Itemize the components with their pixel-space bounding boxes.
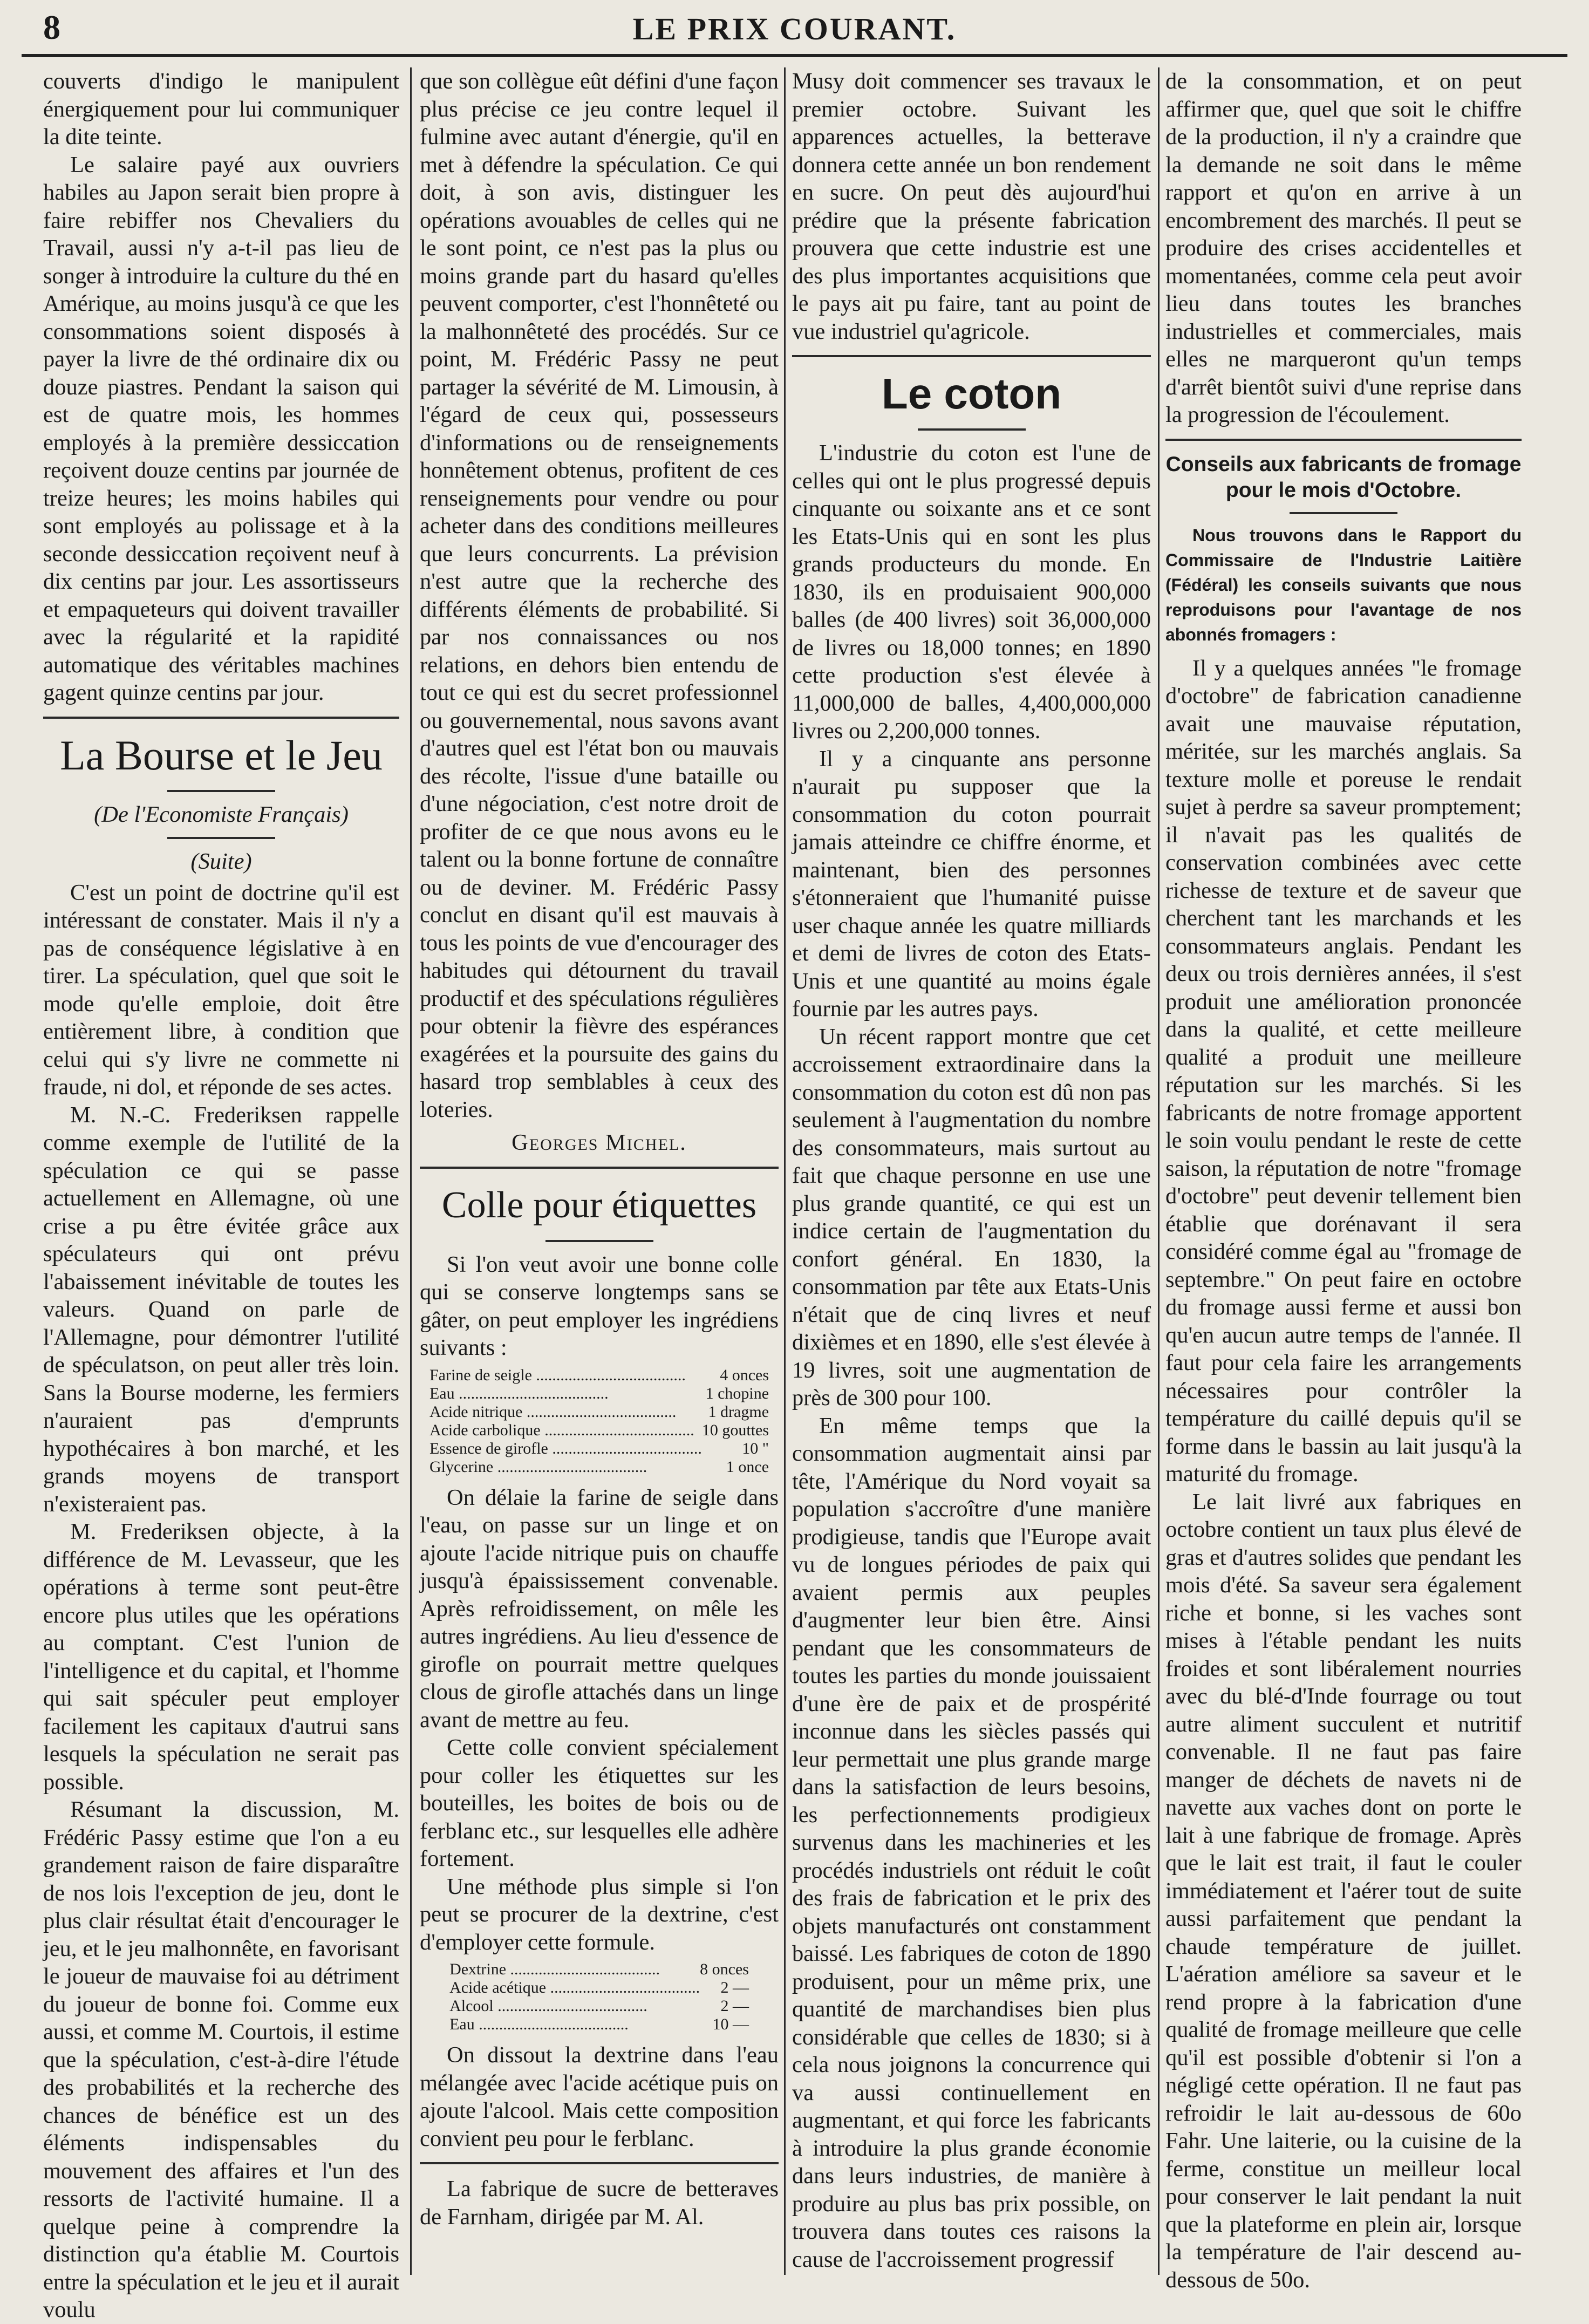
paragraph: La fabrique de sucre de betteraves de Farnham, dirigée par M. Al. [420,2176,779,2230]
table-row [429,1385,769,1403]
paragraph: En même temps que la consommation augmentait ainsi par tête, l'Amérique du Nord voyait sa population s'accroître d'une manière prodigieuse, tandis que l'Europe avait vu de longues périodes de paix qui avaient permis aux peuples d'augmenter leur bien être. Ainsi pendant que les consommateurs de toutes les parties du monde jouissaient d'une ère de paix et de prospérité inconnue dans les siècles passés qui leur permettait une plus grande marge dans la satisfaction de leurs besoins, les perfectionnements prodigieux survenus dans les machineries et les procédés industriels ont réduit le coût des frais de fabrication et le prix des objets manufacturés ont constamment baissé. Les fabriques de coton de 1890 produisent, pour un même prix, une quantité de marchandises bien plus considérable que celles de 1830; si à cela nous joignons la concurrence qui va aussi continuellement en augmentant, et qui force les fabricants à introduire la plus grande économie dans leurs industries, de manière à produire au plus bas prix possible, on trouvera dans toutes ces raisons la cause de l'accroissement progressif [792,1413,1151,2272]
article-title-conseils: Conseils aux fabricants de fromage pour le mois d'Octobre. [1165,452,1522,502]
paragraph: M. N.-C. Frederiksen rappelle comme exemple de l'utilité de la spéculation ce qui se passe actuellement en Allemagne, où une crise a pu être évitée grâce aux spéculateurs qui ont prévu l'abaissement inévitable de toutes les valeurs. Quand on parle de l'Allemagne, pour démontrer l'utilité de spéculatson, on peut aller très loin. Sans la Bourse moderne, les fermiers n'auraient pas d'emprunts hypothécaires à bon marché, et les grands moyens de transport n'existeraient pas. [43,1102,399,1517]
paragraph: Résumant la discussion, M. Frédéric Passy estime que l'on a eu grandement raison de faire disparaître de nos lois l'exception de jeu, dont le plus clair résultat était d'encourager le jeu, et le jeu malhonnête, en favorisant le joueur de mauvaise foi au détriment du joueur de bonne foi. Comme eux aussi, et comme M. Courtois, il estime que la spéculation, c'est-à-dire l'étude des probabilités et la recherche des chances de bénéfice est un des éléments indispensables du mouvement des affaires et l'un des ressorts de l'activité humaine. Il a quelque peine à comprendre la distinction qu'a établie M. Courtois entre la spéculation et le jeu et il aurait voulu [43,1797,399,2322]
ingredient-qty: 10 " [742,1439,769,1457]
ingredient-qty: 8 onces [700,1960,749,1978]
ingredient-qty: 2 — [720,1997,749,2015]
ingredient-name: Acide carbolique ..... [429,1421,702,1440]
ingredient-qty: 1 once [726,1457,769,1476]
paragraph: Un récent rapport montre que cet accroissement extraordinaire dans la consommation du coton est dû non pas seulement à l'augmentation du nombre des consommateurs, mais surtout au fait que chaque personne en use une plus grande quantité, ce qui est un indice certain de l'augmentation du confort général. En 1830, la consommation par tête aux Etats-Unis n'était que de cinq livres et neuf dixièmes et en 1890, elle s'est élevée à 19 livres, soit une augmentation de près de 300 pour 100. [792,1024,1151,1410]
section-rule [43,717,399,719]
ingredient-table [449,1960,749,2034]
ingredient-name: Farine de seigle ..... [429,1366,702,1385]
ingredient-qty: 10 — [712,2015,749,2033]
column-divider [410,67,412,2275]
paragraph: C'est un point de doctrine qu'il est intéressant de constater. Mais il n'y a pas de conséquence législative à en tirer. La spéculation, quel que soit le mode qu'elle emploie, doit être entièrement libre, à condition que celui qui s'y livre ne commette ni fraude, ni dol, et réponde de ses actes. [43,880,399,1100]
paragraph: que son collègue eût défini d'une façon plus précise ce jeu contre lequel il fulmine avec autant d'énergie, qu'il en met à défendre la spéculation. Ce qui doit, à son avis, distinguer les opérations avouables de celles qui ne le sont point, ce n'est pas la plus ou moins grande part du hasard qu'elles peuvent comporter, c'est l'honnêteté ou la malhonnêteté des procédés. Sur ce point, M. Frédéric Passy ne peut partager la sévérité de M. Limousin, à l'égard de ceux qui, possesseurs d'informations ou de renseignements honnêtement obtenus, profitent de ces renseignements pour vendre ou pour acheter dans des conditions meilleures que leurs concurrents. La prévision n'est autre que la recherche des différents éléments de probabilité. Si par nos connaissances ou nos relations, en dehors bien entendu de tout ce qui est du secret professionnel ou gouvernemental, nous savons avant d'autres quel est l'état bon ou mauvais des récolte, l'issue d'une bataille ou d'une négociation, c'est notre droit de profiter de ce que nous avons eu le talent ou la bonne fortune de connaître ou de deviner. M. Frédéric Passy conclut en disant qu'il est mauvais à tous les points de vue d'encourager des habitudes qui détournent du travail productif et des spéculations régulières pour obtenir la fièvre des espérances exagérées et la poursuite des gains du hasard trop semblables à ceux des loteries. [420,69,779,1122]
ingredient-name: Dextrine ..... [449,1960,700,1979]
column-divider [784,67,786,2275]
section-rule [1165,439,1522,441]
page-number: 8 [43,8,60,46]
table-row [429,1366,769,1385]
table-row [449,1997,749,2015]
title-rule [1290,512,1397,514]
title-rule [167,837,275,839]
ingredient-name: Acide acétique ..... [449,1979,700,1997]
section-rule [792,355,1151,357]
paragraph: Si l'on veut avoir une bonne colle qui se conserve longtemps sans se gâter, on peut employer les ingrédiens suivants : [420,1251,779,1360]
paragraph: Cette colle convient spécialement pour coller les étiquettes sur les bouteilles, les boites de bois ou de ferblanc etc., sur lesquelles elle adhère fortement. [420,1735,779,1871]
paragraph: Nous trouvons dans le Rapport du Commissaire de l'Industrie Laitière (Fédéral) les conseils suivants que nous reproduisons pour l'avantage de nos abonnés fromagers : [1165,525,1522,644]
column-3 [792,67,1151,2275]
newspaper-title: LE PRIX COURANT. [632,11,957,46]
title-rule [167,790,275,792]
article-title-colle: Colle pour étiquettes [441,1184,757,1226]
title-rule [918,428,1026,431]
article-continuation: (Suite) [190,849,252,874]
ingredient-name: Alcool ..... [449,1997,700,2015]
paragraph: Une méthode plus simple si l'on peut se procurer de la dextrine, c'est d'employer cette formule. [420,1873,779,1955]
paragraph: On délaie la farine de seigle dans l'eau, on passe sur un linge et on ajoute l'acide nitrique puis on chauffe jusqu'à épaississement convenable. Après refroidissement, on mêle les autres ingrédiens. Au lieu d'essence de girofle on pourrait mettre quelques clous de girofle attachés dans un linge avant de mettre au feu. [420,1484,779,1733]
paragraph: Le salaire payé aux ouvriers habiles au Japon serait bien propre à faire rebiffer nos Chevaliers du Travail, aussi n'y a-t-il pas lieu de songer à introduire la culture du thé en Amérique, au moins jusqu'à ce que les consommations soient disposés à payer la livre de thé ordinaire dix ou douze piastres. Pendant la saison qui est de quatre mois, les hommes employés à la première dessiccation reçoivent douze centins par journée de treize heures; les moins habiles qui sont employés au polissage et à la seconde dessiccation reçoivent neuf à dix centins par jour. Les assortisseurs et empaqueteurs qui doivent travailler avec la régularité et la rapidité automatique des véritables machines gagent quinze centins par jour. [43,152,399,705]
ingredient-name: Glycerine ..... [429,1458,702,1476]
column-divider [1158,67,1160,2275]
section-rule [420,1167,779,1169]
article-intro [1165,523,1522,647]
article-title-bourse: La Bourse et le Jeu [60,731,383,779]
ingredient-qty: 10 gouttes [701,1421,769,1439]
ingredient-qty: 1 dragme [708,1402,769,1421]
ingredient-qty: 2 — [720,1979,749,1996]
paragraph: couverts d'indigo le manipulent énergiquement pour lui communiquer la dite teinte. [43,69,399,149]
paragraph: Il y a quelques années "le fromage d'octobre" de fabrication canadienne avait une mauvaise réputation, méritée, sur les marchés anglais. Sa texture molle et poreuse le rendait sujet à perdre sa saveur promptement; il n'avait pas les qualités de conservation combinées avec cette richesse de texture et de saveur que cherchent tant les marchands et les consommateurs anglais. Pendant les deux ou trois dernières années, il s'est produit une amélioration prononcée dans la qualité, et cette meilleure qualité a produit une meilleure réputation sur les marchés. Si les fabricants de notre fromage apportent le soin voulu pendant le reste de cette saison, la réputation de notre "fromage d'octobre" peut devenir tellement bien établie que dorénavant il sera considéré comme égal au "fromage de septembre." On peut faire en octobre du fromage aussi ferme et aussi bon qu'en aucun autre temps de l'année. Il faut pour cela faire les arrangements nécessaires pour contrôler la température du caillé depuis qu'il se forme dans le bassin au lait jusqu'à la maturité du fromage. [1165,655,1522,1487]
table-row [429,1440,769,1458]
title-rule [545,1240,653,1242]
ingredient-table [429,1366,769,1476]
table-row [449,1960,749,1979]
column-1 [43,67,399,2322]
article-title-coton: Le coton [881,370,1062,418]
column-4 [1165,67,1522,2293]
section-rule [420,2162,779,2164]
table-row [449,2015,749,2034]
paragraph: Musy doit commencer ses travaux le premier octobre. Suivant les apparences actuelles, la betterave donnera cette année un bon rendement en sucre. On peut dès aujourd'hui prédire que la présente fabrication prouvera que cette industrie est une des plus importantes acquisitions que le pays ait pu faire, tant au point de vue industriel qu'agricole. [792,69,1151,344]
ingredient-name: Eau ..... [429,1385,702,1403]
ingredient-name: Essence de girofle ..... [429,1440,702,1458]
table-row [429,1458,769,1476]
table-row [429,1403,769,1421]
article-source: (De l'Economiste Français) [94,801,349,827]
column-2 [420,67,779,2275]
paragraph: L'industrie du coton est l'une de celles qui ont le plus progressé depuis cinquante ou soixante ans et ce sont les Etats-Unis qui en sont les plus grands producteurs du monde. En 1830, ils en produisaient 900,000 balles (de 400 livres) soit 36,000,000 de livres ou 18,000 tonnes; en 1890 cette production s'est élevée à 11,000,000 de balles, 4,400,000,000 livres ou 2,200,000 tonnes. [792,440,1151,744]
paragraph: de la consommation, et on peut affirmer que, quel que soit le chiffre de la production, il n'y a craindre que la demande ne soit dans le même rapport et qu'on en arrive à un encombrement des marchés. Il peut se produire des crises accidentelles et momentanées, comme cela peut avoir lieu dans toutes les branches industrielles et commerciales, mais elles ne marqueront qu'un temps d'arrêt bientôt suivi d'une reprise dans la progression de l'écoulement. [1165,69,1522,427]
paragraph: Le lait livré aux fabriques en octobre contient un taux plus élevé de gras et d'autres solides que pendant les mois d'été. Sa saveur sera également riche et bonne, si les vaches sont mises à l'étable pendant les nuits froides et sont libéralement nourries avec du blé-d'Inde fourrage ou tout autre aliment succulent et nutritif convenable. Il ne faut pas faire manger de déchets de navets ni de navette aux vaches dont on porte le lait à une fabrique de fromage. Après que le lait est trait, il faut le couler immédiatement et l'aérer tout de suite aussi parfaitement que pendant la chaude température de juillet. L'aération améliore sa saveur et le rend propre à la fabrication d'une qualité de fromage meilleure que celle qu'il est possible d'obtenir si l'on a négligé cette opération. Il ne faut pas refroidir le lait au-dessous de 60o Fahr. Une laiterie, ou la cuisine de la ferme, constitue un meilleur local pour conserver le lait pendant la nuit que la plateforme en plein air, lorsque la température de l'air descend au-dessous de 50o. [1165,1489,1522,2293]
masthead [22,5,1567,57]
ingredient-name: Acide nitrique ..... [429,1403,702,1421]
ingredient-name: Eau ..... [449,2015,700,2034]
table-row [449,1979,749,1997]
ingredient-qty: 4 onces [720,1366,769,1384]
table-row [429,1421,769,1440]
author-signature: Georges Michel. [512,1130,687,1155]
paragraph: M. Frederiksen objecte, à la différence de M. Levasseur, que les opérations à terme sont peut-être encore plus utiles que les opérations au comptant. C'est l'union de l'intelligence et du capital, et l'homme qui sait spéculer peut employer facilement les capitaux d'autrui sans lesquels la spéculation ne serait pas possible. [43,1519,399,1795]
paragraph: On dissout la dextrine dans l'eau mélangée avec l'acide acétique puis on ajoute l'alcool. Mais cette composition convient peu pour le ferblanc. [420,2042,779,2151]
paragraph: Il y a cinquante ans personne n'aurait pu supposer que la consommation du coton pourrait jamais atteindre ce chiffre énorme, et maintenant, bien des personnes s'étonneraient que l'humanité puisse user chaque année les quatre milliards et demi de livres de coton des Etats-Unis et une quantité au moins égale fournie par les autres pays. [792,746,1151,1021]
ingredient-qty: 1 chopine [705,1384,769,1402]
